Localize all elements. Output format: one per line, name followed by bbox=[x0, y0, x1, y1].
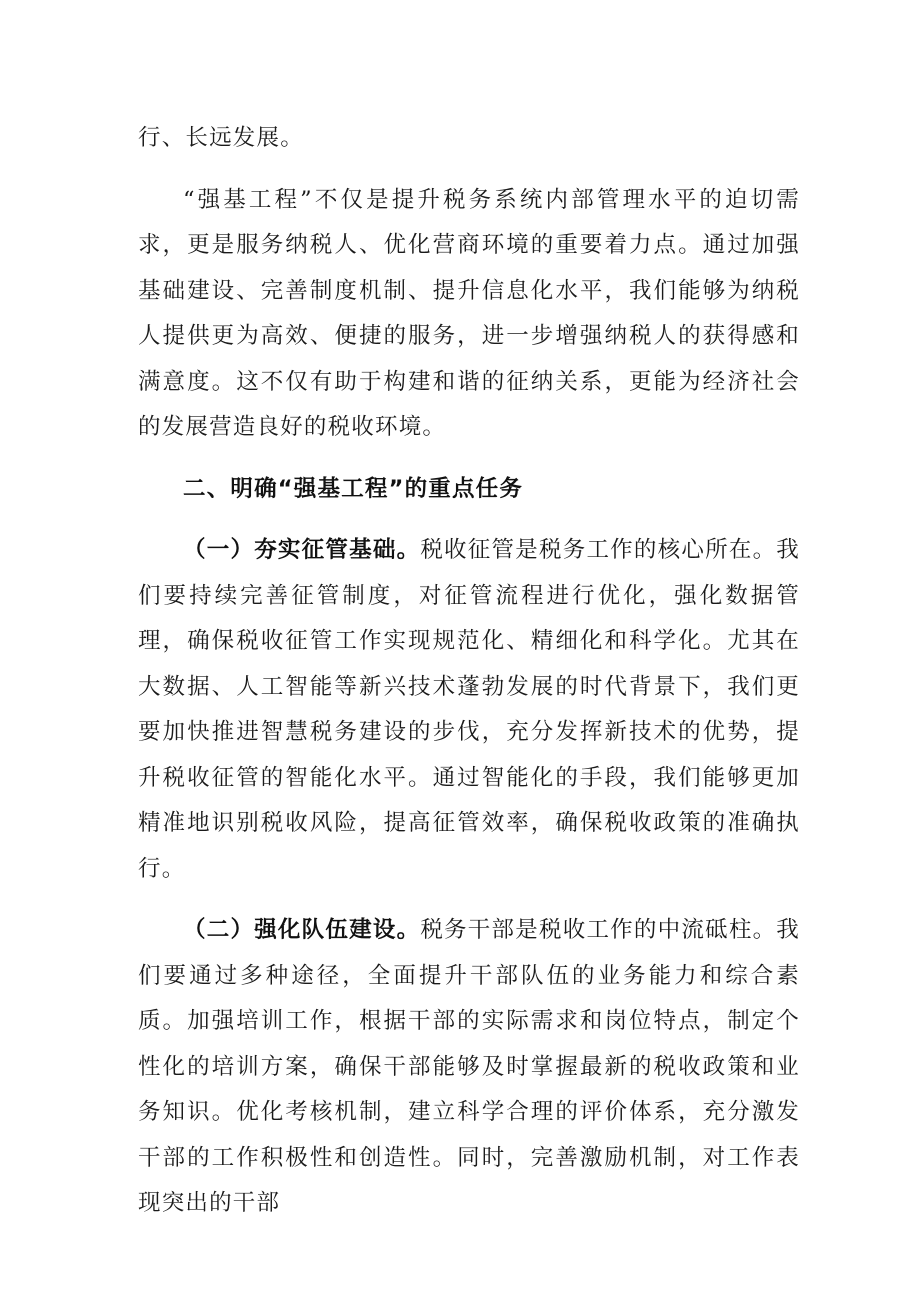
task-1-body: 税收征管是税务工作的核心所在。我们要持续完善征管制度，对征管流程进行优化，强化数据管理，确保税收征管工作实现规范化、精细化和科学化。尤其在大数据、人工智能等新兴技术蓬勃发展的时代背景下，我们更要加快推进智慧税务建设的步伐，充分发挥新技术的优势，提升税收征管的智能化水平。通过智能化的手段，我们能够更加精准地识别税收风险，提高征管效率，确保税收政策的准确执行。 bbox=[138, 537, 800, 882]
task-1-lead: （一）夯实征管基础。 bbox=[183, 537, 421, 563]
paragraph-task-2 bbox=[138, 908, 800, 1227]
document-body bbox=[138, 116, 800, 1227]
paragraph-continuation: 行、长远发展。 bbox=[138, 125, 304, 151]
section-heading-key-tasks: 二、明确“强基工程”的重点任务 bbox=[183, 475, 524, 502]
task-2-body: 税务干部是税收工作的中流砥柱。我们要通过多种途径，全面提升干部队伍的业务能力和综合素质。加强培训工作，根据干部的实际需求和岗位特点，制定个性化的培训方案，确保干部能够及时掌握最新的税收政策和业务知识。优化考核机制，建立科学合理的评价体系，充分激发干部的工作积极性和创造性。同时，完善激励机制，对工作表现突出的干部 bbox=[138, 917, 800, 1216]
paragraph-task-1 bbox=[138, 528, 800, 892]
paragraph-strong-foundation-importance: “强基工程”不仅是提升税务系统内部管理水平的迫切需求，更是服务纳税人、优化营商环境的重要着力点。通过加强基础建设、完善制度机制、提升信息化水平，我们能够为纳税人提供更为高效、便捷的服务，进一步增强纳税人的获得感和满意度。这不仅有助于构建和谐的征纳关系，更能为经济社会的发展营造良好的税收环境。 bbox=[138, 186, 800, 440]
task-2-lead: （二）强化队伍建设。 bbox=[183, 917, 421, 943]
